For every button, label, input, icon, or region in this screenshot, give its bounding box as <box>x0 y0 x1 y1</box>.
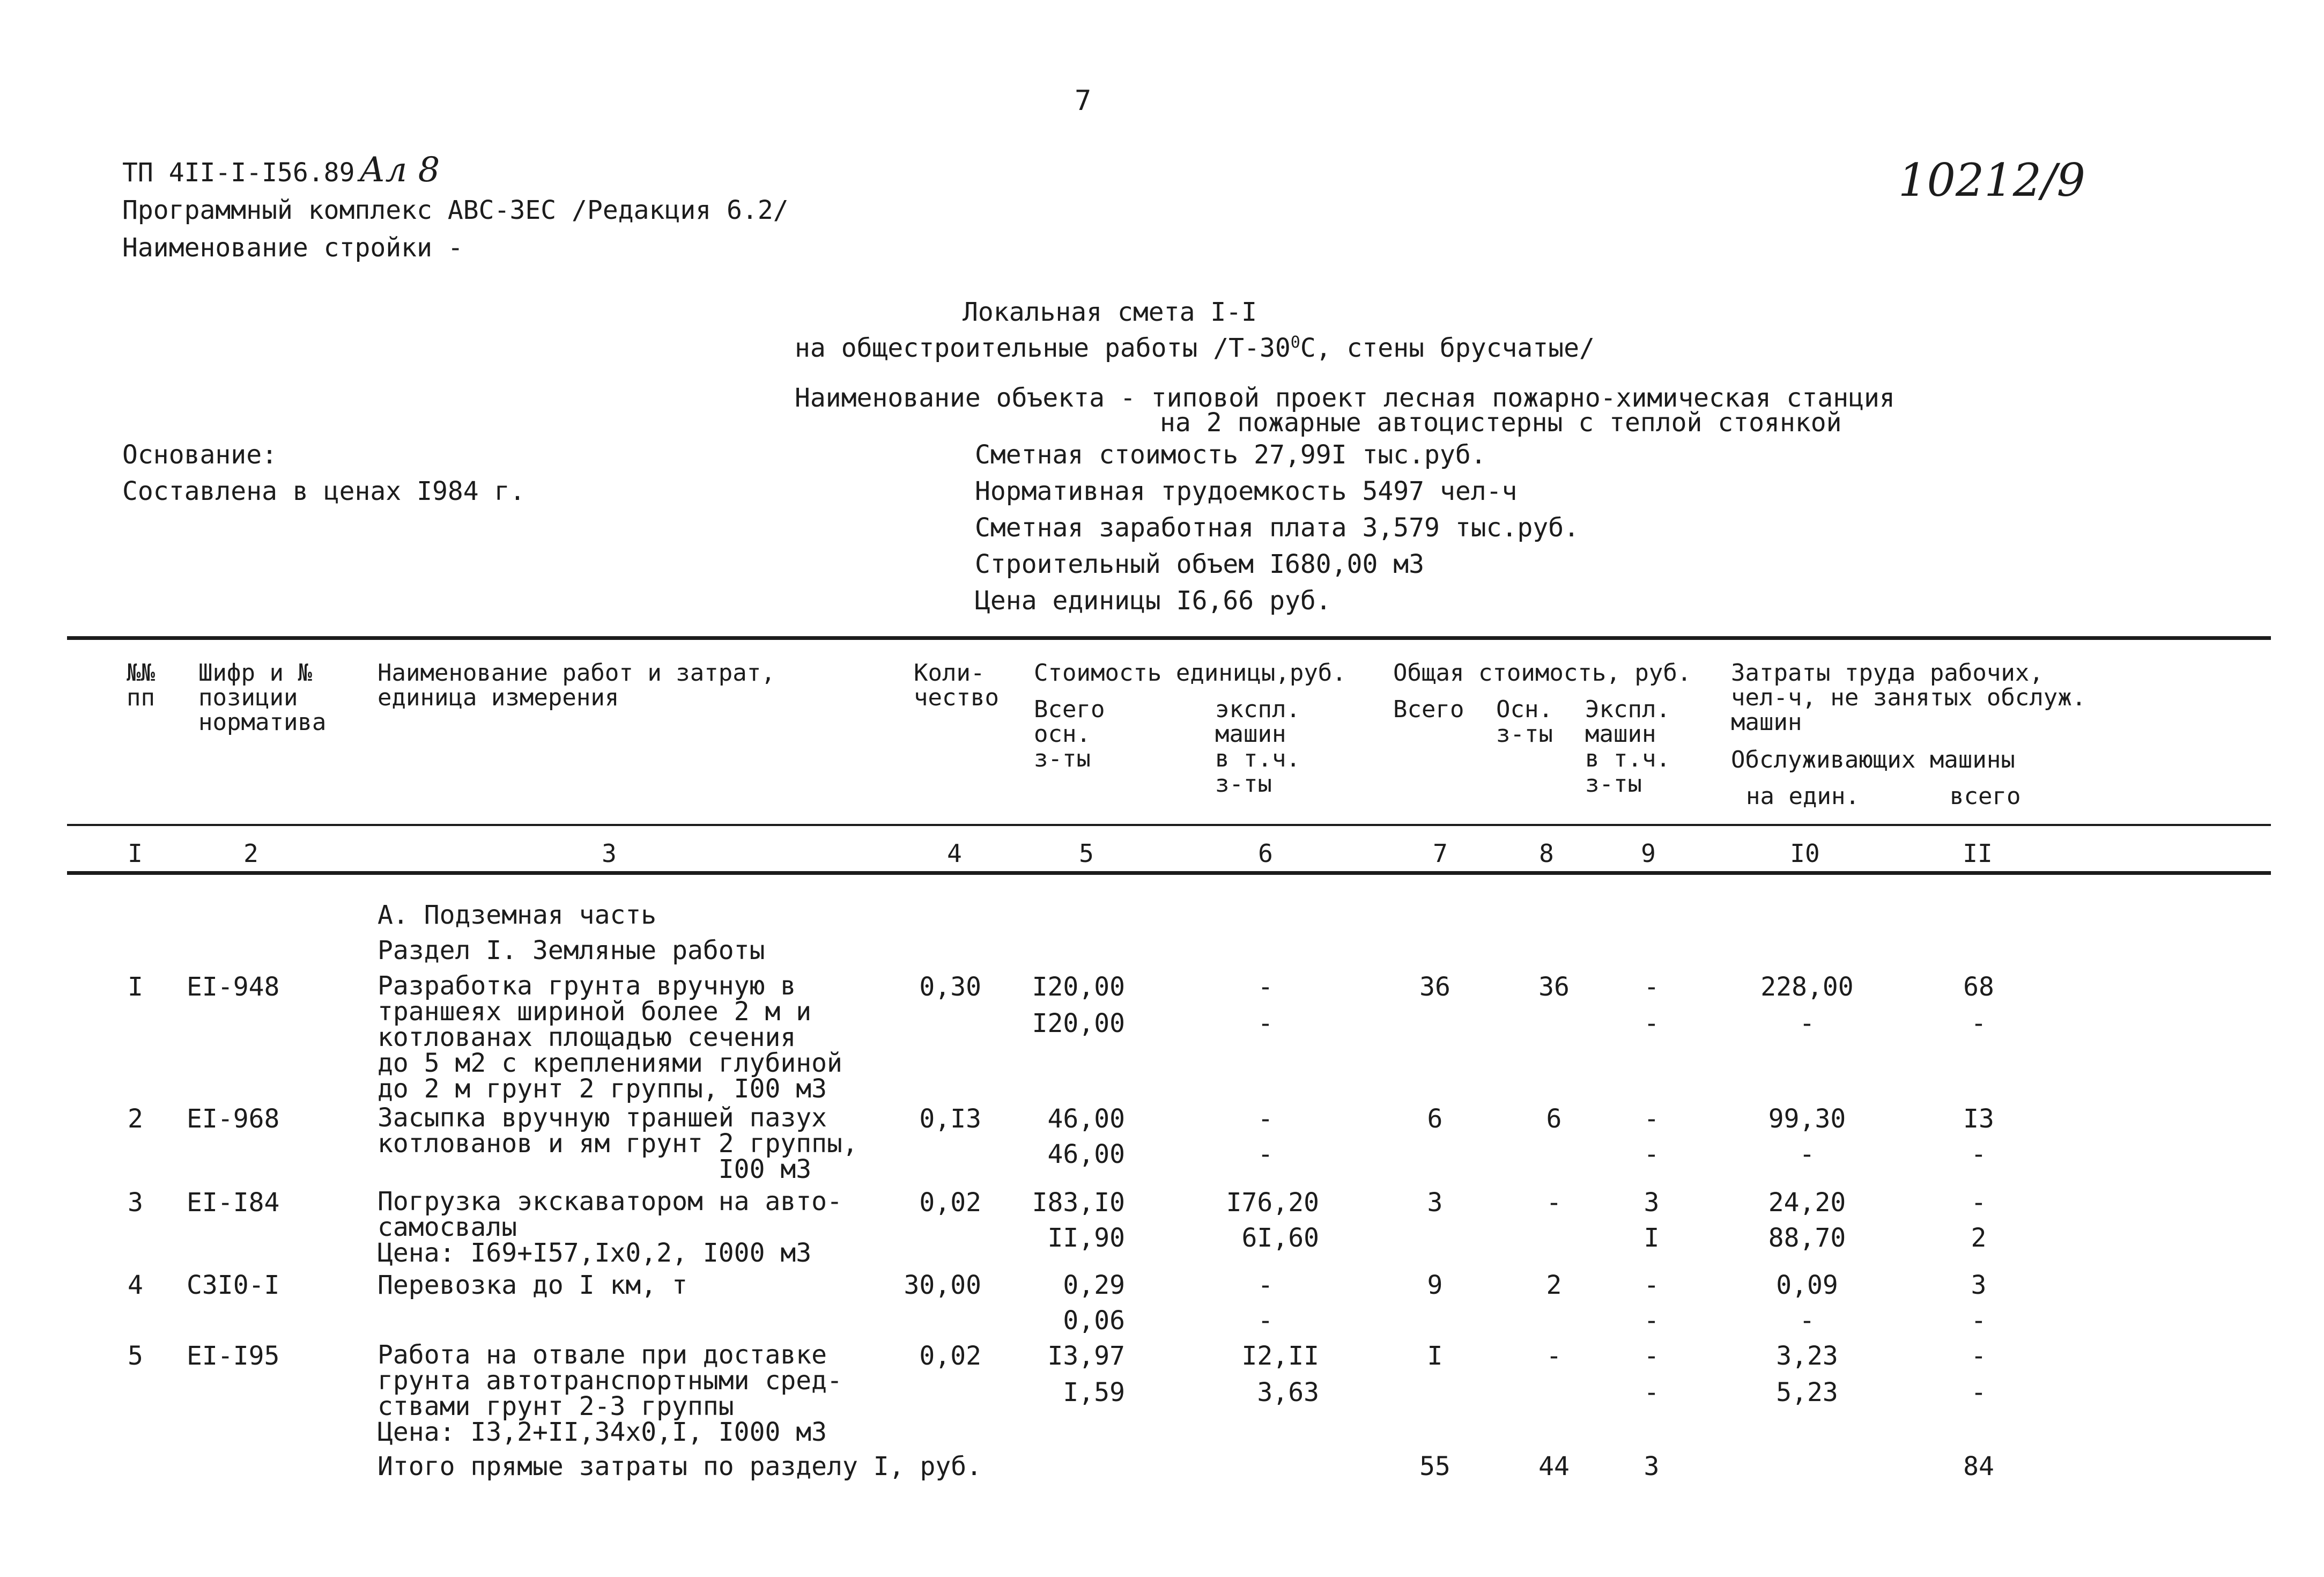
row-code: ЕI-968 <box>187 1104 280 1134</box>
row-quantity: 0,02 <box>919 1341 981 1371</box>
row-work-name: Разработка грунта вручную в траншеях шириной более 2 м и котлованах площадью сечения до 5 м2 с креплениями глубиной до 2 м грунт 2 группы, I00 м3 <box>378 971 842 1104</box>
row-unit-base: I,59 <box>1063 1377 1125 1407</box>
header-labor-servicing: Обслуживающих машины <box>1731 746 2015 773</box>
row-machines: - <box>1644 1341 1660 1371</box>
row-code: ЕI-I95 <box>187 1341 280 1371</box>
row-machines: - <box>1644 1270 1660 1300</box>
row-code: С3I0-I <box>187 1270 280 1300</box>
row-labor-total-servicing: 2 <box>1971 1223 1987 1253</box>
row-labor-per-unit-servicing: - <box>1799 1008 1815 1038</box>
row-work-name: Засыпка вручную траншей пазух котлованов и ям грунт 2 группы, I00 м3 <box>378 1103 858 1184</box>
basis-label: Основание: <box>122 440 277 470</box>
row-labor-per-unit-servicing: 5,23 <box>1776 1377 1838 1407</box>
row-work-name: Перевозка до I км, т <box>378 1270 687 1300</box>
row-work-name: Погрузка экскаватором на авто- самосвалы Цена: I69+I57,Iх0,2, I000 м3 <box>378 1187 842 1268</box>
row-machines-wages: I <box>1644 1223 1660 1253</box>
page-number: 7 <box>1075 85 1092 117</box>
total-label: Итого прямые затраты по разделу I, руб. <box>378 1451 982 1482</box>
row-number: 5 <box>128 1341 143 1371</box>
header-work-name: Наименование работ и затрат, единица измерения <box>378 659 775 712</box>
row-total: 3 <box>1427 1188 1443 1218</box>
header-unit-cost-group: Стоимость единицы,руб. <box>1034 659 1346 687</box>
row-unit-machines-wages: - <box>1257 1306 1274 1336</box>
row-labor-total-servicing: - <box>1971 1306 1987 1336</box>
header-labor-group: Затраты труда рабочих, чел-ч, не занятых обслуж. машин <box>1731 659 2086 736</box>
row-labor-total: - <box>1971 1188 1987 1218</box>
row-number: 2 <box>128 1104 143 1134</box>
row-labor-total-servicing: - <box>1971 1139 1987 1169</box>
album-handwritten: Ал 8 <box>359 150 440 190</box>
estimate-subtitle: на общестроительные работы $/Т-30^0С$, стены брусчатые/ <box>795 333 1595 363</box>
row-unit-base: 46,00 <box>1047 1139 1125 1169</box>
header-base-wages: Осн. з-ты <box>1496 696 1553 748</box>
row-total: 9 <box>1427 1270 1443 1300</box>
summary-labor: Нормативная трудоемкость 5497 чел-ч <box>975 476 1518 506</box>
row-unit-machines-wages: - <box>1257 1008 1274 1038</box>
row-labor-per-unit-servicing: - <box>1799 1139 1815 1169</box>
row-labor-per-unit: 99,30 <box>1768 1104 1846 1134</box>
row-number: I <box>128 972 143 1002</box>
row-unit-total: I20,00 <box>1032 972 1125 1002</box>
summary-volume: Строительный объем I680,00 м3 <box>975 549 1425 579</box>
row-total: 36 <box>1419 972 1450 1002</box>
row-unit-total: I83,I0 <box>1032 1188 1125 1218</box>
software-line: Программный комплекс АВС-3ЕС /Редакция 6.2/ <box>122 195 789 225</box>
row-work-name: Работа на отвале при доставке грунта автотранспортными сред- ствами грунт 2-3 группы Цена: I3,2+II,34х0,I, I000 м3 <box>378 1340 842 1447</box>
column-number-4: 4 <box>947 839 962 868</box>
row-code: ЕI-I84 <box>187 1188 280 1218</box>
row-unit-machines: - <box>1257 1104 1274 1134</box>
row-unit-machines-wages: - <box>1257 1139 1274 1169</box>
row-unit-machines-wages: 3,63 <box>1257 1377 1319 1407</box>
row-unit-total: 0,29 <box>1063 1270 1125 1300</box>
header-total-cost-group: Общая стоимость, руб. <box>1393 659 1692 687</box>
row-quantity: 30,00 <box>904 1270 981 1300</box>
row-quantity: 0,02 <box>919 1188 981 1218</box>
header-unit-machines: экспл. машин в т.ч. з-ты <box>1215 696 1300 798</box>
column-numbers-rule <box>67 871 2271 875</box>
row-machines-wages: - <box>1644 1306 1660 1336</box>
row-labor-total: - <box>1971 1341 1987 1371</box>
header-code: Шифр и № позиции норматива <box>198 659 327 736</box>
row-labor-total-servicing: - <box>1971 1008 1987 1038</box>
summary-cost: Сметная стоимость 27,99I тыс.руб. <box>975 440 1486 470</box>
table-top-rule <box>67 636 2271 640</box>
row-labor-per-unit: 3,23 <box>1776 1341 1838 1371</box>
row-unit-base: II,90 <box>1047 1223 1125 1253</box>
row-labor-per-unit: 0,09 <box>1776 1270 1838 1300</box>
header-labor-per-unit: на един. <box>1746 783 1860 810</box>
row-number: 4 <box>128 1270 143 1300</box>
column-number-7: 7 <box>1433 839 1448 868</box>
column-number-2: 2 <box>243 839 258 868</box>
doc-code: ТП 4II-I-I56.89 <box>122 158 355 188</box>
row-labor-per-unit-servicing: 88,70 <box>1768 1223 1846 1253</box>
object-name-line1: Наименование объекта - типовой проект лесная пожарно-химическая станция <box>795 383 1895 413</box>
row-code: ЕI-948 <box>187 972 280 1002</box>
object-name-line2: на 2 пожарные автоцистерны с теплой стоянкой <box>1160 408 1842 438</box>
column-number-10: I0 <box>1790 839 1820 868</box>
header-unit-total: Всего осн. з-ты <box>1034 696 1105 773</box>
row-labor-total-servicing: - <box>1971 1377 1987 1407</box>
row-unit-machines: I76,20 <box>1226 1188 1319 1218</box>
row-base-wages: - <box>1546 1341 1562 1371</box>
row-unit-base: I20,00 <box>1032 1008 1125 1038</box>
header-total: Всего <box>1393 696 1464 723</box>
row-unit-total: I3,97 <box>1047 1341 1125 1371</box>
row-unit-machines-wages: 6I,60 <box>1241 1223 1319 1253</box>
row-labor-per-unit: 228,00 <box>1760 972 1854 1002</box>
row-machines-wages: - <box>1644 1377 1660 1407</box>
row-base-wages: - <box>1546 1188 1562 1218</box>
column-number-1: I <box>128 839 143 868</box>
header-bottom-rule <box>67 824 2271 826</box>
section-heading: Раздел I. Земляные работы <box>378 935 765 966</box>
column-number-6: 6 <box>1258 839 1273 868</box>
total-cost: 55 <box>1419 1451 1450 1482</box>
row-unit-machines: I2,II <box>1241 1341 1319 1371</box>
row-base-wages: 2 <box>1546 1270 1562 1300</box>
column-number-5: 5 <box>1079 839 1094 868</box>
header-labor-total: всего <box>1950 783 2021 810</box>
part-heading: А. Подземная часть <box>378 900 657 930</box>
row-machines-wages: - <box>1644 1139 1660 1169</box>
row-base-wages: 36 <box>1538 972 1570 1002</box>
row-unit-machines: - <box>1257 972 1274 1002</box>
row-quantity: 0,30 <box>919 972 981 1002</box>
row-machines: - <box>1644 1104 1660 1134</box>
total-machines: 3 <box>1644 1451 1660 1482</box>
estimate-title: Локальная смета I-I <box>963 297 1257 327</box>
total-base-wages: 44 <box>1538 1451 1570 1482</box>
row-unit-base: 0,06 <box>1063 1306 1125 1336</box>
row-base-wages: 6 <box>1546 1104 1562 1134</box>
row-labor-per-unit-servicing: - <box>1799 1306 1815 1336</box>
row-quantity: 0,I3 <box>919 1104 981 1134</box>
construction-name: Наименование стройки - <box>122 233 463 263</box>
column-number-11: II <box>1963 839 1993 868</box>
row-machines: - <box>1644 972 1660 1002</box>
column-number-3: 3 <box>602 839 617 868</box>
row-machines: 3 <box>1644 1188 1660 1218</box>
handwritten-reference: 10212/9 <box>1898 154 2085 207</box>
row-number: 3 <box>128 1188 143 1218</box>
prices-basis: Составлена в ценах I984 г. <box>122 476 526 506</box>
row-unit-machines: - <box>1257 1270 1274 1300</box>
row-labor-total: I3 <box>1963 1104 1994 1134</box>
summary-unit-price: Цена единицы I6,66 руб. <box>975 586 1331 616</box>
total-labor: 84 <box>1963 1451 1994 1482</box>
row-machines-wages: - <box>1644 1008 1660 1038</box>
row-total: I <box>1427 1341 1443 1371</box>
row-total: 6 <box>1427 1104 1443 1134</box>
header-row-number: №№ пп <box>127 659 155 712</box>
row-labor-total: 3 <box>1971 1270 1987 1300</box>
summary-wages: Сметная заработная плата 3,579 тыс.руб. <box>975 513 1580 543</box>
column-number-8: 8 <box>1539 839 1554 868</box>
header-machines: Экспл. машин в т.ч. з-ты <box>1585 696 1670 798</box>
column-number-9: 9 <box>1641 839 1656 868</box>
row-labor-per-unit: 24,20 <box>1768 1188 1846 1218</box>
row-labor-total: 68 <box>1963 972 1994 1002</box>
header-quantity: Коли- чество <box>914 659 999 712</box>
row-unit-total: 46,00 <box>1047 1104 1125 1134</box>
